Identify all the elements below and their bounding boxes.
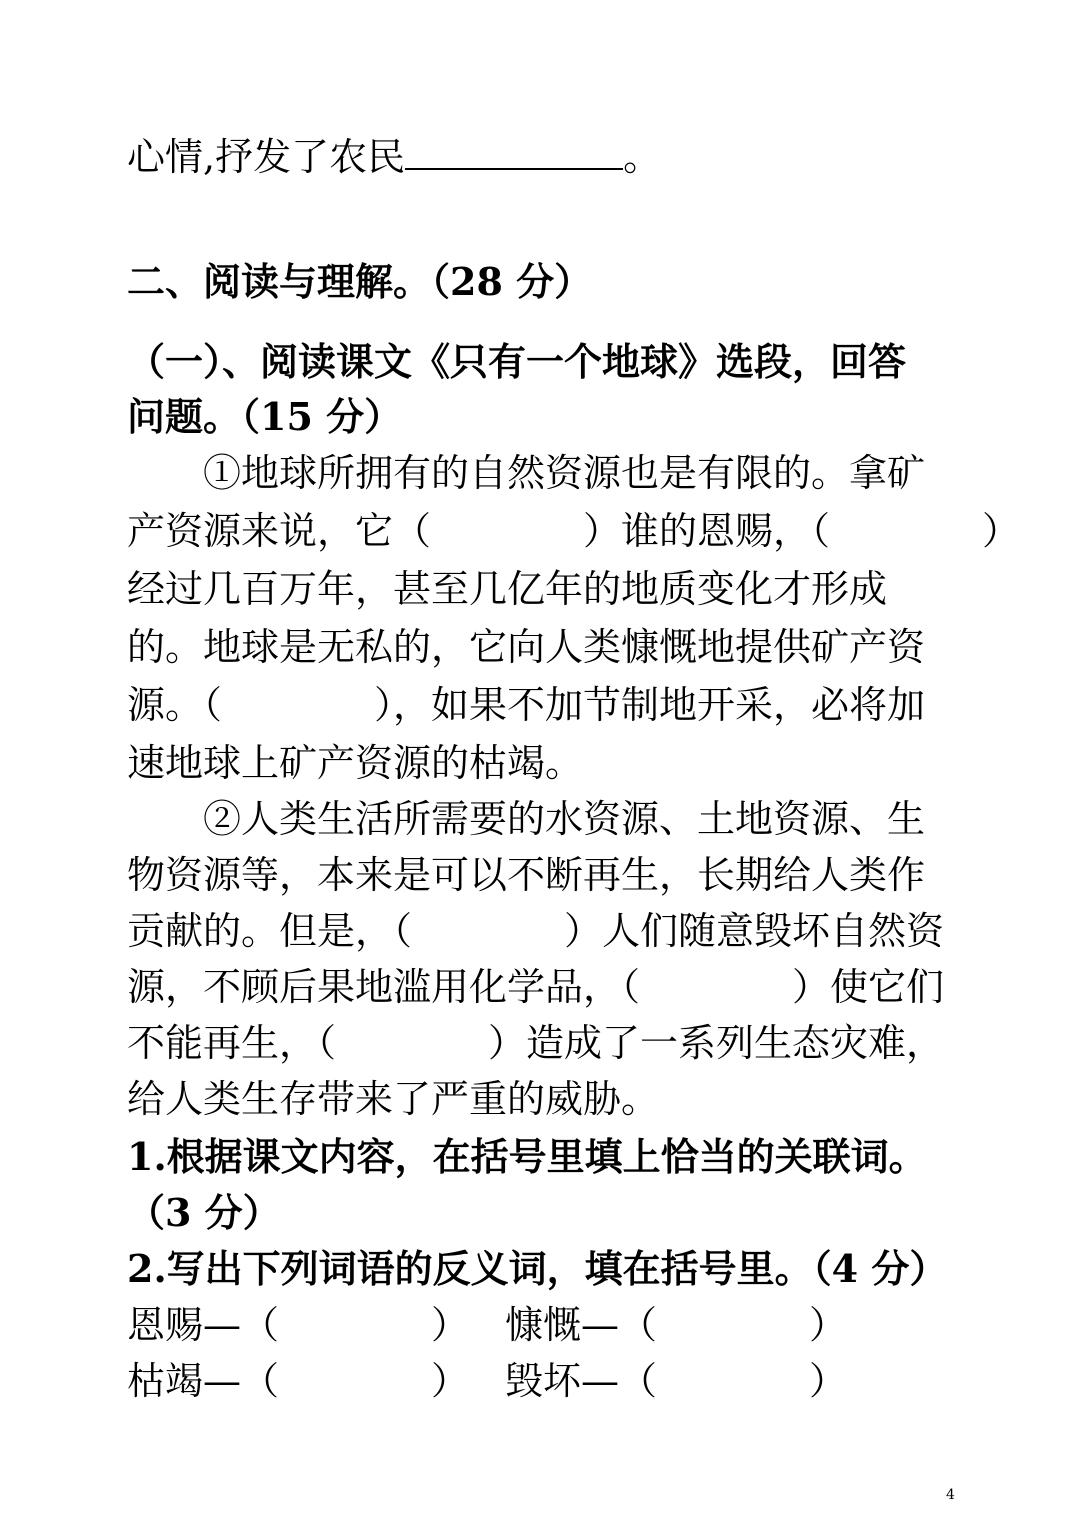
para1-line: 的。地球是无私的，它向人类慷慨地提供矿产资 xyxy=(127,625,926,669)
top-line-text: 心情,抒发了农民 xyxy=(127,135,406,179)
antonym-left: 恩赐—（ ） xyxy=(127,1303,470,1347)
part1-title-line1: （一）、阅读课文《只有一个地球》选段，回答 xyxy=(127,339,907,384)
para1-line: 产资源来说，它（ ）谁的恩赐，（ ） xyxy=(127,509,1021,553)
question1-line1: 1.根据课文内容，在括号里填上恰当的关联词。 xyxy=(127,1134,927,1179)
para2-line: 不能再生，（ ）造成了一系列生态灾难， xyxy=(127,1021,945,1065)
para2-line: 给人类生存带来了严重的威胁。 xyxy=(127,1077,660,1121)
top-line-end: 。 xyxy=(623,135,662,179)
antonym-right: 毁坏—（ ） xyxy=(505,1359,848,1403)
para2-line: 贡献的。但是，（ ）人们随意毁坏自然资 xyxy=(127,909,945,953)
antonym-left: 枯竭—（ ） xyxy=(127,1359,470,1403)
para2-line: 物资源等，本来是可以不断再生，长期给人类作 xyxy=(127,853,926,897)
section2-title: 二、阅读与理解。（28 分） xyxy=(127,259,593,304)
question1-line2: （3 分） xyxy=(127,1190,281,1235)
page-number: 4 xyxy=(946,1487,955,1503)
answer-blank[interactable] xyxy=(405,132,623,170)
para2-line: ②人类生活所需要的水资源、土地资源、生 xyxy=(127,797,926,841)
para1-line: 经过几百万年，甚至几亿年的地质变化才形成 xyxy=(127,567,888,611)
antonym-right: 慷慨—（ ） xyxy=(505,1303,848,1347)
para1-line: ①地球所拥有的自然资源也是有限的。拿矿 xyxy=(127,451,926,495)
para1-line: 源。（ ），如果不加节制地开采，必将加 xyxy=(127,683,926,727)
para2-line: 源，不顾后果地滥用化学品，（ ）使它们 xyxy=(127,965,945,1009)
question2: 2.写出下列词语的反义词，填在括号里。（4 分） xyxy=(127,1246,948,1291)
para1-line: 速地球上矿产资源的枯竭。 xyxy=(127,741,584,785)
part1-title-line2: 问题。（15 分） xyxy=(127,394,403,439)
top-line xyxy=(127,132,662,179)
